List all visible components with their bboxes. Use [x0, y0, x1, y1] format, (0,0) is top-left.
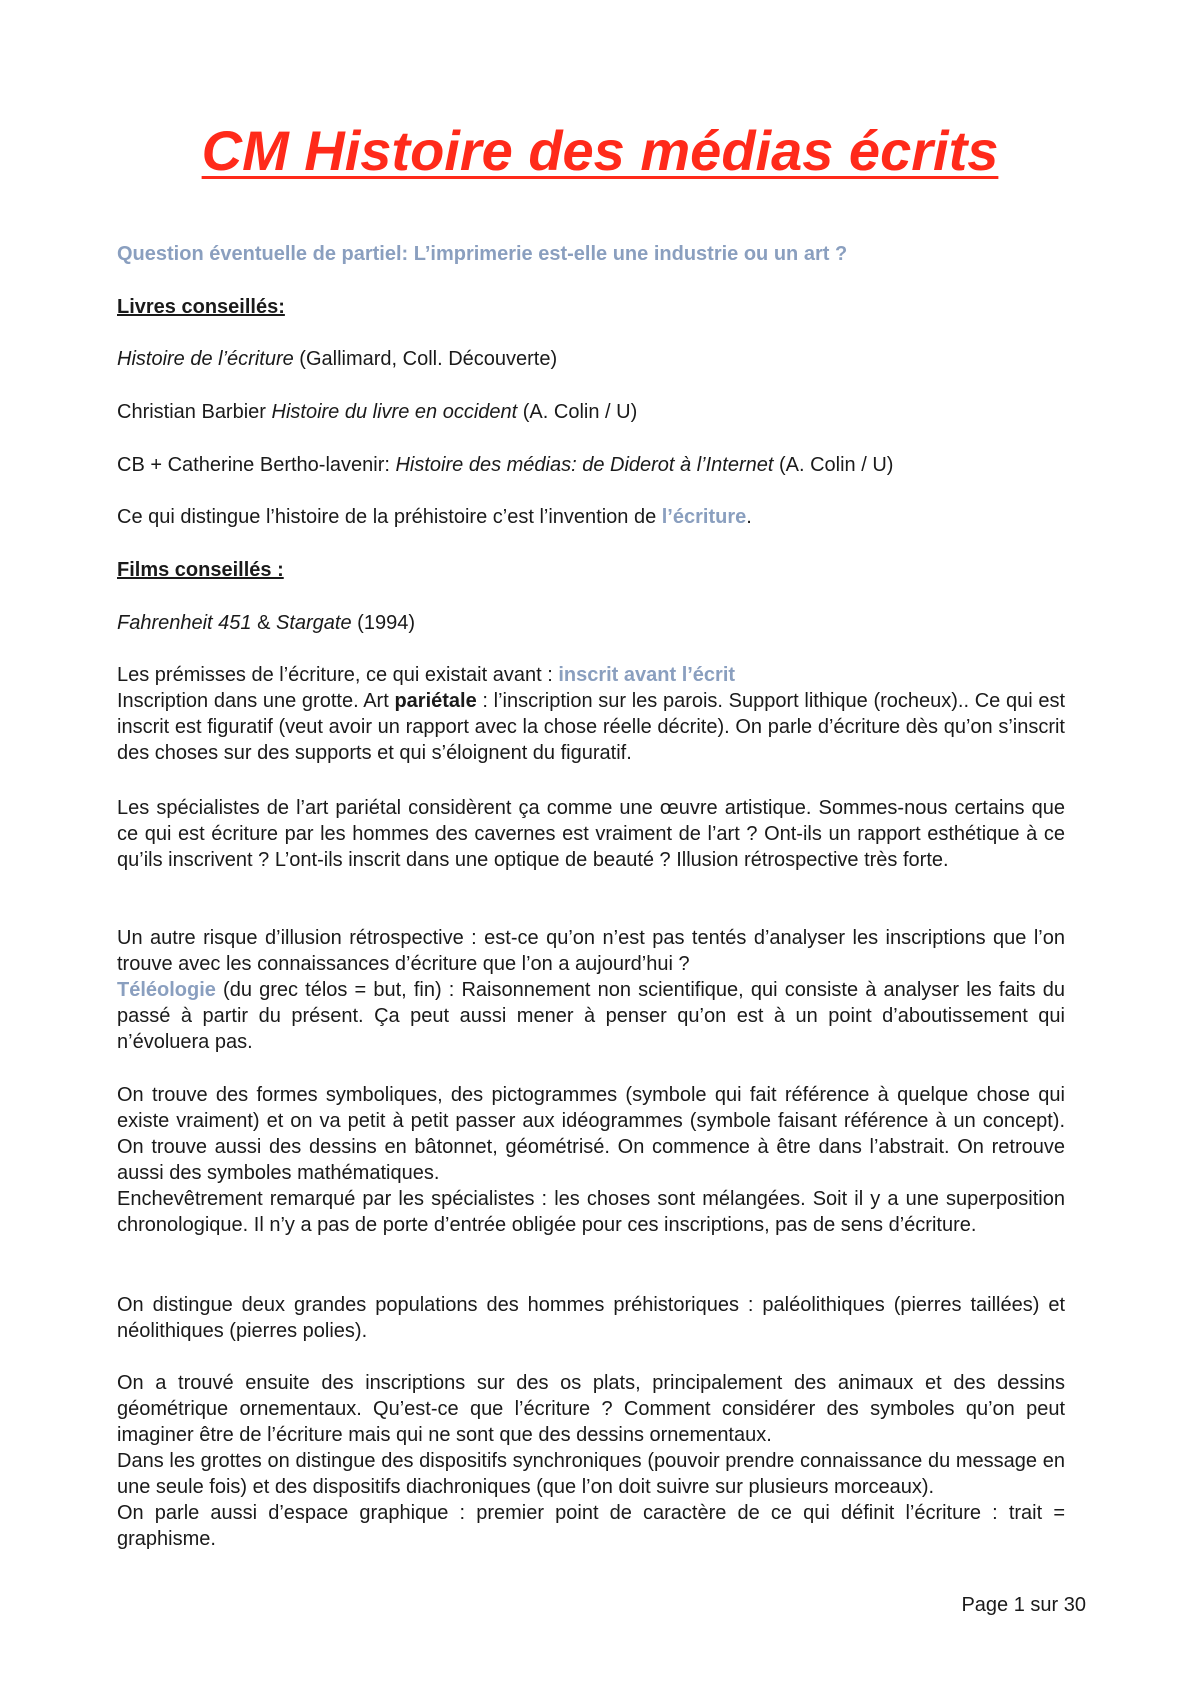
paragraph-premises: [117, 662, 1065, 766]
graphic-space-text: On parle aussi d’espace graphique : premier point de caractère de ce qui définit l’écriture : trait = graphisme.: [117, 1502, 1065, 1550]
bones-text: On a trouvé ensuite des inscriptions sur des os plats, principalement des animaux et des dessins géométrique ornementaux. Qu’est-ce que l’écriture ? Comment considérer des symboles qu’on peut imaginer être de l’écriture mais qui ne sont que des dessins ornementaux.: [117, 1372, 1065, 1446]
history-distinction: Ce qui distingue l’histoire de la préhistoire c’est l’invention de l’écriture.: [117, 506, 752, 528]
retrospective-text: Un autre risque d’illusion rétrospective : est-ce qu’on n’est pas tentés d’analyser les inscriptions que l’on trouve avec les connaissances d’écriture que l’on a aujourd’hui ?: [117, 927, 1065, 975]
books-heading: Livres conseillés:: [117, 296, 285, 318]
films-list: Fahrenheit 451 & Stargate (1994): [117, 612, 415, 634]
premises-lead: Les prémisses de l’écriture, ce qui existait avant : inscrit avant l’écrit: [117, 664, 736, 686]
devices-text: Dans les grottes on distingue des dispositifs synchroniques (pouvoir prendre connaissance du message en une seule fois) et des dispositifs diachroniques (que l’on doit suivre sur plusieurs morceaux).: [117, 1450, 1065, 1498]
paragraph-inscriptions: [117, 1370, 1065, 1552]
exam-question: Question éventuelle de partiel: L’imprimerie est-elle une industrie ou un art ?: [117, 243, 848, 265]
page-number: Page 1 sur 30: [961, 1594, 1086, 1616]
entanglement-text: Enchevêtrement remarqué par les spécialistes : les choses sont mélangées. Soit il y a une superposition chronologique. Il n’y a pas de porte d’entrée obligée pour ces inscriptions, pas de sens d’écriture.: [117, 1188, 1065, 1236]
paragraph-parietal-art: Les spécialistes de l’art pariétal considèrent ça comme une œuvre artistique. Sommes-nous certains que ce qui est écriture par les hommes des cavernes est vraiment de l’art ? Ont-ils un rapport esthétique à ce qu’ils inscrivent ? L’ont-ils inscrit dans une optique de beauté ? Illusion rétrospective très forte.: [117, 797, 1065, 871]
book-1: Histoire de l’écriture (Gallimard, Coll. Découverte): [117, 348, 558, 370]
symbols-text: On trouve des formes symboliques, des pictogrammes (symbole qui fait référence à quelque chose qui existe vraiment) et on va petit à petit passer aux idéogrammes (symbole faisant référence à un concept). On trouve aussi des dessins en bâtonnet, géométrisé. On commence à être dans l’abstrait. On retrouve aussi des symboles mathématiques.: [117, 1084, 1065, 1184]
paragraph-retrospective: [117, 925, 1065, 1055]
teleology-definition: Téléologie (du grec télos = but, fin) : Raisonnement non scientifique, qui consiste à analyser les faits du passé à partir du présent. Ça peut aussi mener à penser qu’on est à un point d’aboutissement qui n’évoluera pas.: [117, 979, 1065, 1053]
premises-body: Inscription dans une grotte. Art pariétale : l’inscription sur les parois. Support lithique (rocheux).. Ce qui est inscrit est figuratif (veut avoir un rapport avec la chose réelle décrite). On parle d’écriture dès qu’on s’inscrit des choses sur des supports et qui s’éloignent du figuratif.: [117, 690, 1066, 764]
films-heading: Films conseillés :: [117, 559, 284, 581]
book-2: Christian Barbier Histoire du livre en occident (A. Colin / U): [117, 401, 638, 423]
paragraph-symbols: [117, 1082, 1065, 1238]
book-3: CB + Catherine Bertho-lavenir: Histoire des médias: de Diderot à l’Internet (A. Colin / U): [117, 454, 894, 476]
paragraph-populations: On distingue deux grandes populations des hommes préhistoriques : paléolithiques (pierres taillées) et néolithiques (pierres polies).: [117, 1294, 1065, 1342]
document-title: CM Histoire des médias écrits: [201, 119, 999, 182]
